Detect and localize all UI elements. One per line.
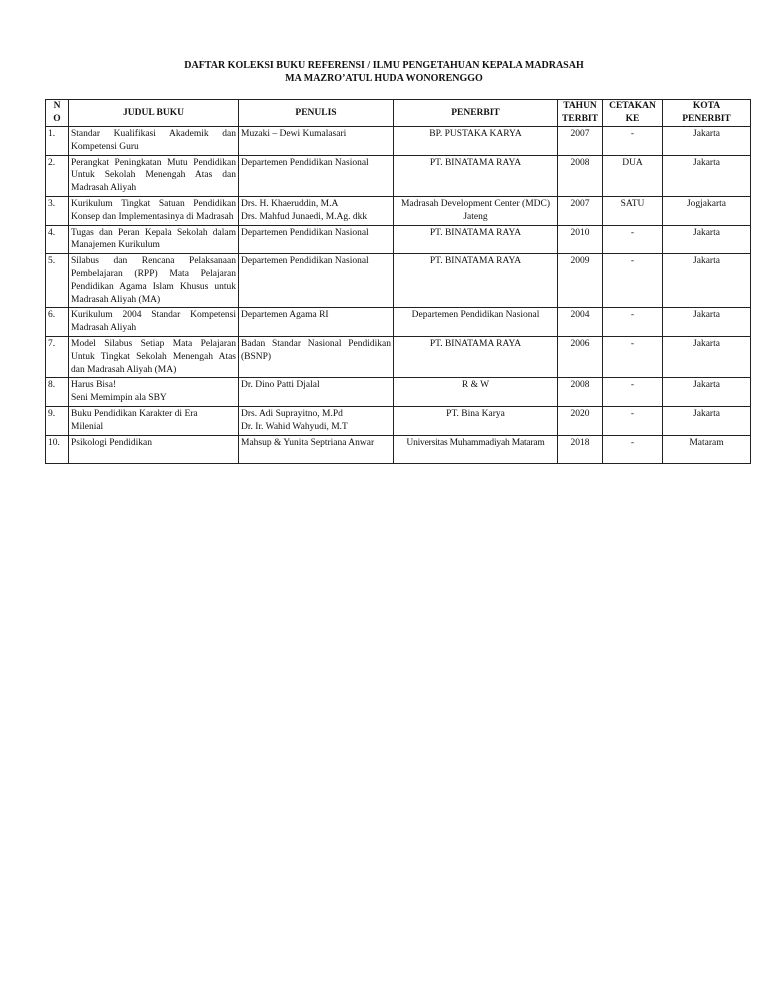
cell-penerbit: PT. BINATAMA RAYA: [394, 336, 558, 377]
cell-penerbit: R & W: [394, 378, 558, 407]
cell-kota: Jakarta: [663, 225, 751, 254]
table-row: [46, 406, 751, 435]
cell-penulis: Departemen Agama RI: [239, 308, 394, 337]
cell-tahun: 2008: [558, 155, 603, 196]
cell-judul: Kurikulum 2004 Standar Kompetensi Madrasah Aliyah: [69, 308, 239, 337]
cell-kota: Mataram: [663, 435, 751, 463]
header-no: N O: [46, 100, 69, 127]
cell-tahun: 2009: [558, 254, 603, 308]
cell-penerbit: Madrasah Development Center (MDC) Jateng: [394, 196, 558, 225]
cell-penerbit: BP. PUSTAKA KARYA: [394, 127, 558, 156]
header-penerbit: PENERBIT: [394, 100, 558, 127]
cell-no: 5.: [46, 254, 69, 308]
table-row: [46, 336, 751, 377]
cell-judul: Harus Bisa! Seni Memimpin ala SBY: [69, 378, 239, 407]
cell-kota: Jakarta: [663, 127, 751, 156]
cell-no: 4.: [46, 225, 69, 254]
cell-no: 3.: [46, 196, 69, 225]
title-line-2: MA MAZRO’ATUL HUDA WONORENGGO: [285, 73, 483, 84]
cell-no: 1.: [46, 127, 69, 156]
cell-cetakan: -: [603, 435, 663, 463]
cell-cetakan: -: [603, 127, 663, 156]
cell-judul: Buku Pendidikan Karakter di Era Milenial: [69, 406, 239, 435]
document-title: [0, 59, 768, 85]
cell-penulis: Drs. Adi Suprayitno, M.Pd Dr. Ir. Wahid Wahyudi, M.T: [239, 406, 394, 435]
cell-tahun: 2007: [558, 196, 603, 225]
cell-cetakan: -: [603, 336, 663, 377]
cell-penerbit: PT. BINATAMA RAYA: [394, 225, 558, 254]
cell-kota: Jogjakarta: [663, 196, 751, 225]
cell-penulis: Mahsup & Yunita Septriana Anwar: [239, 435, 394, 463]
cell-no: 2.: [46, 155, 69, 196]
cell-cetakan: -: [603, 406, 663, 435]
cell-judul: Silabus dan Rencana Pelaksanaan Pembelajaran (RPP) Mata Pelajaran Pendidikan Agama Islam Khusus untuk Madrasah Aliyah (MA): [69, 254, 239, 308]
header-tahun: TAHUN TERBIT: [558, 100, 603, 127]
cell-penerbit: PT. BINATAMA RAYA: [394, 254, 558, 308]
cell-penulis: Drs. H. Khaeruddin, M.A Drs. Mahfud Junaedi, M.Ag. dkk: [239, 196, 394, 225]
book-collection-table: [45, 99, 751, 464]
cell-penulis: Departemen Pendidikan Nasional: [239, 254, 394, 308]
cell-no: 8.: [46, 378, 69, 407]
cell-penerbit: Departemen Pendidikan Nasional: [394, 308, 558, 337]
cell-kota: Jakarta: [663, 406, 751, 435]
cell-judul: Psikologi Pendidikan: [69, 435, 239, 463]
cell-kota: Jakarta: [663, 336, 751, 377]
cell-judul: Perangkat Peningkatan Mutu Pendidikan Untuk Sekolah Menengah Atas dan Madrasah Aliyah: [69, 155, 239, 196]
cell-penulis: Badan Standar Nasional Pendidikan (BSNP): [239, 336, 394, 377]
cell-penulis: Departemen Pendidikan Nasional: [239, 155, 394, 196]
cell-tahun: 2004: [558, 308, 603, 337]
table-row: [46, 254, 751, 308]
header-penulis: PENULIS: [239, 100, 394, 127]
table-header-row: [46, 100, 751, 127]
cell-penulis: Departemen Pendidikan Nasional: [239, 225, 394, 254]
cell-no: 7.: [46, 336, 69, 377]
cell-penulis: Dr. Dino Patti Djalal: [239, 378, 394, 407]
cell-kota: Jakarta: [663, 308, 751, 337]
cell-penerbit: Universitas Muhammadiyah Mataram: [394, 435, 558, 463]
cell-tahun: 2010: [558, 225, 603, 254]
cell-kota: Jakarta: [663, 378, 751, 407]
table-row: [46, 378, 751, 407]
cell-penerbit: PT. BINATAMA RAYA: [394, 155, 558, 196]
title-line-1: DAFTAR KOLEKSI BUKU REFERENSI / ILMU PENGETAHUAN KEPALA MADRASAH: [184, 60, 584, 71]
cell-tahun: 2008: [558, 378, 603, 407]
cell-cetakan: SATU: [603, 196, 663, 225]
cell-no: 6.: [46, 308, 69, 337]
cell-judul: Kurikulum Tingkat Satuan Pendidikan Konsep dan Implementasinya di Madrasah: [69, 196, 239, 225]
cell-tahun: 2006: [558, 336, 603, 377]
header-kota: KOTA PENERBIT: [663, 100, 751, 127]
table-row: [46, 435, 751, 463]
cell-cetakan: DUA: [603, 155, 663, 196]
cell-penulis: Muzaki – Dewi Kumalasari: [239, 127, 394, 156]
cell-cetakan: -: [603, 254, 663, 308]
table-row: [46, 308, 751, 337]
cell-no: 9.: [46, 406, 69, 435]
cell-cetakan: -: [603, 378, 663, 407]
cell-tahun: 2007: [558, 127, 603, 156]
cell-judul: Tugas dan Peran Kepala Sekolah dalam Manajemen Kurikulum: [69, 225, 239, 254]
cell-tahun: 2018: [558, 435, 603, 463]
cell-cetakan: -: [603, 225, 663, 254]
cell-tahun: 2020: [558, 406, 603, 435]
cell-no: 10.: [46, 435, 69, 463]
table-row: [46, 225, 751, 254]
header-judul: JUDUL BUKU: [69, 100, 239, 127]
cell-judul: Standar Kualifikasi Akademik dan Kompetensi Guru: [69, 127, 239, 156]
cell-kota: Jakarta: [663, 155, 751, 196]
cell-kota: Jakarta: [663, 254, 751, 308]
table-row: [46, 196, 751, 225]
header-cetakan: CETAKAN KE: [603, 100, 663, 127]
table-row: [46, 127, 751, 156]
cell-penerbit: PT. Bina Karya: [394, 406, 558, 435]
cell-judul: Model Silabus Setiap Mata Pelajaran Untuk Tingkat Sekolah Menengah Atas dan Madrasah Aliyah (MA): [69, 336, 239, 377]
cell-cetakan: -: [603, 308, 663, 337]
table-row: [46, 155, 751, 196]
